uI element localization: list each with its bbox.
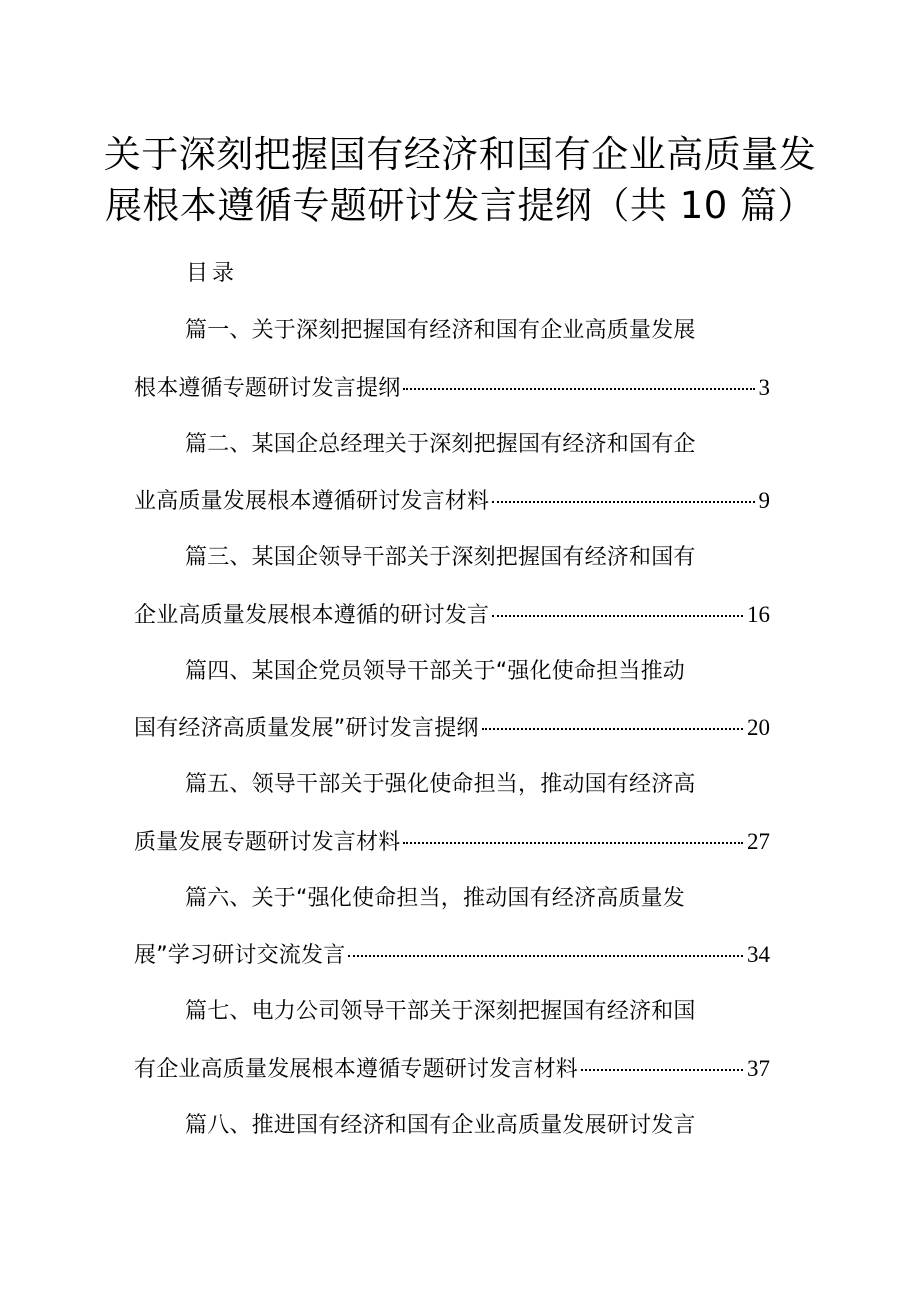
toc-page-number: 3 <box>758 375 770 400</box>
dot-leader <box>581 1069 743 1071</box>
document-title-line-1: 关于深刻把握国有经济和国有企业高质量发 <box>103 133 817 176</box>
toc-entry-text: 有企业高质量发展根本遵循专题研讨发言材料 <box>134 1057 579 1082</box>
toc-entry-text: 展”学习研讨交流发言 <box>134 943 346 968</box>
toc-entry-1-line-1[interactable]: 篇一、关于深刻把握国有经济和国有企业高质量发展 <box>185 318 696 343</box>
toc-page-number: 9 <box>758 488 770 513</box>
dot-leader <box>482 728 743 730</box>
toc-entry-text: 业高质量发展根本遵循研讨发言材料 <box>134 489 490 514</box>
toc-entry-2-line-1[interactable]: 篇二、某国企总经理关于深刻把握国有经济和国有企 <box>185 432 696 457</box>
toc-entry-6-line-2[interactable] <box>134 937 770 974</box>
toc-entry-3-line-1[interactable]: 篇三、某国企领导干部关于深刻把握国有经济和国有 <box>185 545 696 570</box>
toc-entry-4-line-1[interactable]: 篇四、某国企党员领导干部关于“强化使命担当推动 <box>185 659 685 684</box>
toc-entry-1-line-2[interactable] <box>134 370 770 407</box>
toc-entry-7-line-2[interactable] <box>134 1051 770 1088</box>
toc-page-number: 34 <box>747 942 770 967</box>
toc-entry-text: 国有经济高质量发展”研讨发言提纲 <box>134 716 479 741</box>
dot-leader <box>403 388 754 390</box>
toc-entry-2-line-2[interactable] <box>134 483 770 520</box>
toc-entry-8-line-1[interactable]: 篇八、推进国有经济和国有企业高质量发展研讨发言 <box>185 1113 696 1138</box>
toc-entry-4-line-2[interactable] <box>134 710 770 747</box>
toc-entry-6-line-1[interactable]: 篇六、关于“强化使命担当，推动国有经济高质量发 <box>185 886 685 911</box>
toc-entry-5-line-1[interactable]: 篇五、领导干部关于强化使命担当，推动国有经济高 <box>185 772 696 797</box>
toc-entry-text: 根本遵循专题研讨发言提纲 <box>134 376 401 401</box>
toc-entry-text: 企业高质量发展根本遵循的研讨发言 <box>134 603 490 628</box>
document-title-line-2: 展根本遵循专题研讨发言提纲（共 10 篇） <box>104 184 816 227</box>
toc-page-number: 27 <box>747 829 770 854</box>
toc-entry-5-line-2[interactable] <box>134 824 770 861</box>
toc-entry-text: 质量发展专题研讨发言材料 <box>134 830 401 855</box>
dot-leader <box>348 955 743 957</box>
toc-entry-3-line-2[interactable] <box>134 597 770 634</box>
dot-leader <box>492 501 754 503</box>
toc-page-number: 37 <box>747 1056 770 1081</box>
toc-page-number: 16 <box>747 602 770 627</box>
toc-heading: 目录 <box>186 261 239 286</box>
toc-page-number: 20 <box>747 715 770 740</box>
dot-leader <box>492 615 743 617</box>
toc-entry-7-line-1[interactable]: 篇七、电力公司领导干部关于深刻把握国有经济和国 <box>185 999 696 1024</box>
dot-leader <box>403 842 743 844</box>
